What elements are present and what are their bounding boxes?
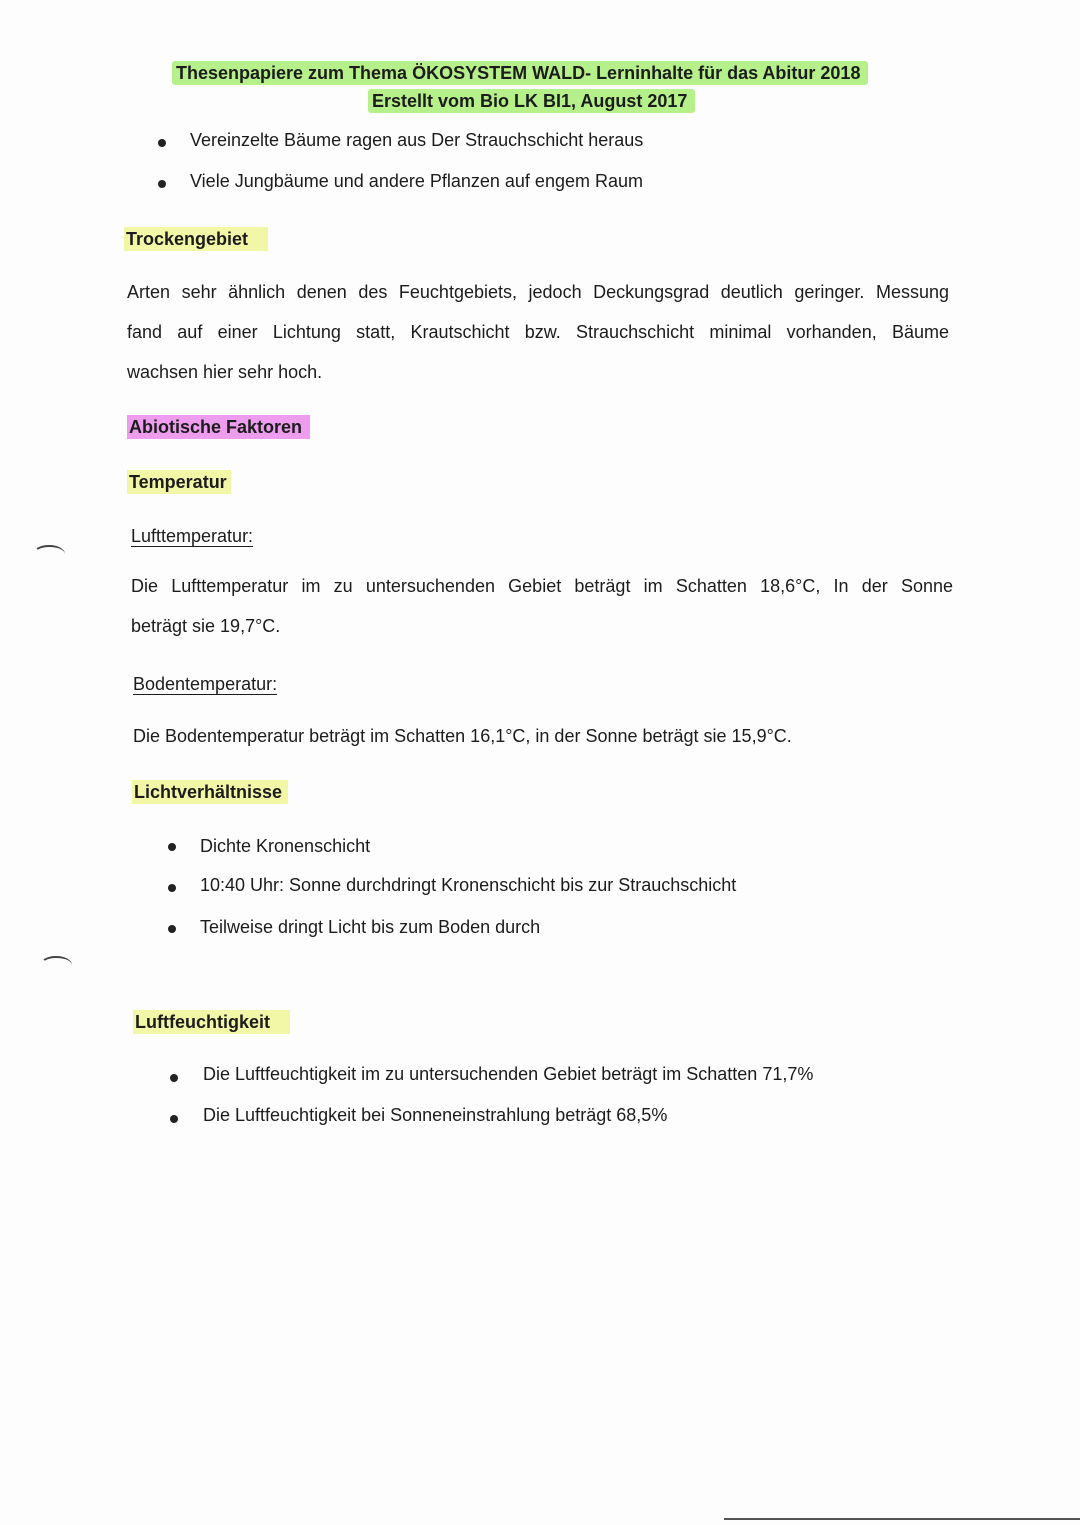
trockengebiet-paragraph (127, 272, 949, 392)
feuchte-bullet-2: Die Luftfeuchtigkeit bei Sonneneinstrahlung beträgt 68,5% (203, 1105, 668, 1125)
heading-abiotische-faktoren: Abiotische Faktoren (127, 415, 310, 439)
intro-bullet-2: Viele Jungbäume und andere Pflanzen auf engem Raum (190, 171, 643, 191)
document-title-line2: Erstellt vom Bio LK BI1, August 2017 (368, 89, 695, 113)
licht-bullet-3: Teilweise dringt Licht bis zum Boden durch (200, 917, 541, 937)
heading-temperatur: Temperatur (127, 470, 231, 494)
label-bodentemperatur: Bodentemperatur: (133, 674, 278, 694)
paragraph-line: beträgt sie 19,7°C. (131, 616, 281, 636)
document-title-line1: Thesenpapiere zum Thema ÖKOSYSTEM WALD- Lerninhalte für das Abitur 2018 (172, 61, 868, 85)
bullet-dot (168, 843, 176, 851)
bodentemperatur-text: Die Bodentemperatur beträgt im Schatten 16,1°C, in der Sonne beträgt sie 15,9°C. (133, 726, 792, 746)
bullet-dot (158, 139, 166, 147)
heading-trockengebiet: Trockengebiet (124, 227, 268, 251)
licht-bullet-2: 10:40 Uhr: Sonne durchdringt Kronenschicht bis zur Strauchschicht (200, 875, 737, 895)
punch-hole-mark (40, 956, 72, 974)
lufttemperatur-paragraph (131, 566, 953, 646)
bullet-dot (168, 884, 176, 892)
heading-lichtverhaeltnisse: Lichtverhältnisse (132, 780, 288, 804)
label-lufttemperatur: Lufttemperatur: (131, 526, 254, 546)
feuchte-bullet-1: Die Luftfeuchtigkeit im zu untersuchenden Gebiet beträgt im Schatten 71,7% (203, 1064, 814, 1084)
heading-luftfeuchtigkeit: Luftfeuchtigkeit (133, 1010, 290, 1034)
bullet-dot (170, 1115, 178, 1123)
intro-bullet-1: Vereinzelte Bäume ragen aus Der Strauchschicht heraus (190, 130, 644, 150)
paragraph-line: Arten sehr ähnlich denen des Feuchtgebiets, jedoch Deckungsgrad deutlich geringer. Messung (127, 282, 949, 302)
punch-hole-mark (33, 545, 65, 563)
paragraph-line: fand auf einer Lichtung statt, Krautschicht bzw. Strauchschicht minimal vorhanden, Bäume (127, 322, 949, 342)
scan-edge-line (724, 1518, 1080, 1520)
bullet-dot (170, 1074, 178, 1082)
paragraph-line: Die Lufttemperatur im zu untersuchenden Gebiet beträgt im Schatten 18,6°C, In der Sonne (131, 576, 953, 596)
licht-bullet-1: Dichte Kronenschicht (200, 836, 371, 856)
bullet-dot (158, 180, 166, 188)
paragraph-line: wachsen hier sehr hoch. (127, 362, 323, 382)
bullet-dot (168, 925, 176, 933)
